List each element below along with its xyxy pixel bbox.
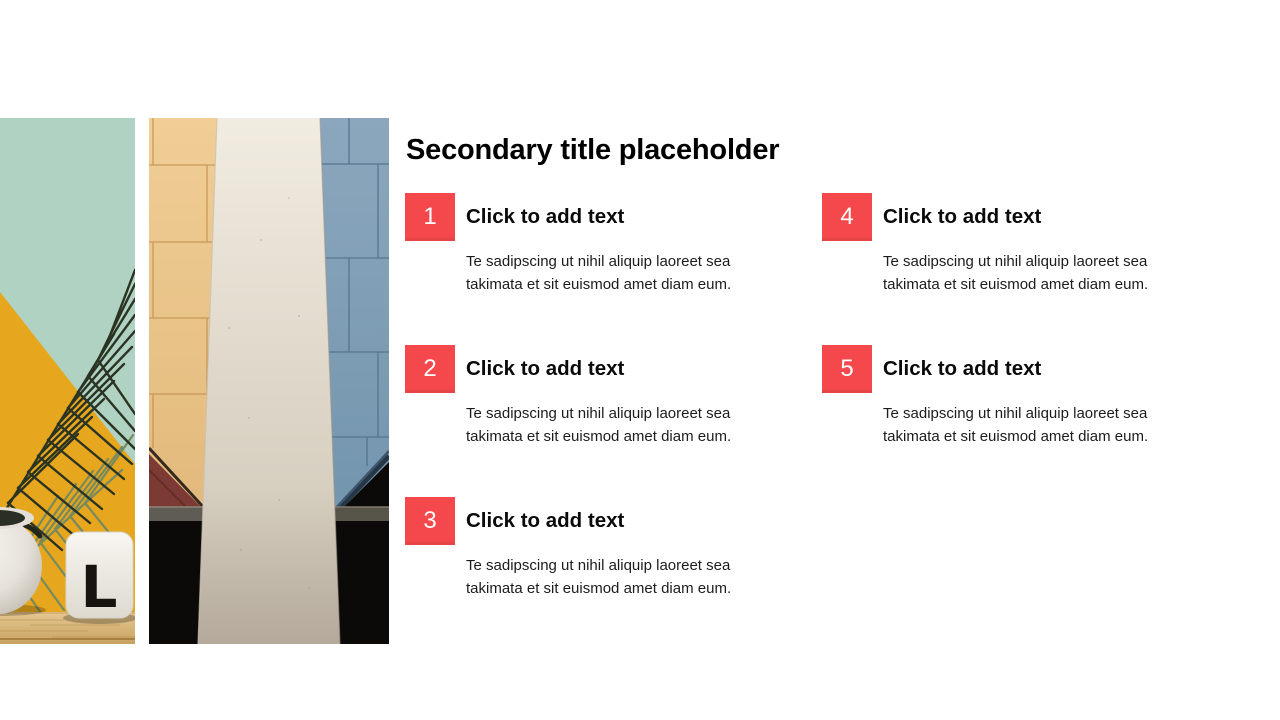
- item-1-number-badge: 1: [405, 193, 455, 241]
- letter-l-cube: [66, 532, 133, 621]
- item-1-heading-placeholder[interactable]: Click to add text: [466, 205, 625, 228]
- list-item-3: [405, 497, 760, 600]
- secondary-title-placeholder[interactable]: Secondary title placeholder: [406, 134, 780, 166]
- item-2-heading-placeholder[interactable]: Click to add text: [466, 357, 625, 380]
- list-item-4: [822, 193, 1177, 296]
- photo-placeholder-middle: [149, 118, 389, 644]
- item-2-number-badge: 2: [405, 345, 455, 393]
- item-4-body-placeholder[interactable]: Te sadipscing ut nihil aliquip laoreet sea takimata et sit euismod amet diam eum.: [883, 253, 1149, 293]
- list-item-2: [405, 345, 760, 448]
- mint-wall-photo-illustration: [0, 118, 135, 644]
- list-item-1: [405, 193, 760, 296]
- item-3-body-placeholder[interactable]: Te sadipscing ut nihil aliquip laoreet sea takimata et sit euismod amet diam eum.: [466, 557, 732, 597]
- item-2-body-placeholder[interactable]: Te sadipscing ut nihil aliquip laoreet sea takimata et sit euismod amet diam eum.: [466, 405, 732, 445]
- column-tiles-photo-illustration: [149, 118, 389, 644]
- concrete-column: [198, 118, 340, 644]
- item-5-number-badge: 5: [822, 345, 872, 393]
- item-5-body-placeholder[interactable]: Te sadipscing ut nihil aliquip laoreet sea takimata et sit euismod amet diam eum.: [883, 405, 1149, 445]
- item-4-number-badge: 4: [822, 193, 872, 241]
- svg-text:L: L: [80, 553, 118, 621]
- item-5-heading-placeholder[interactable]: Click to add text: [883, 357, 1042, 380]
- item-4-heading-placeholder[interactable]: Click to add text: [883, 205, 1042, 228]
- item-3-number-badge: 3: [405, 497, 455, 545]
- item-1-body-placeholder[interactable]: Te sadipscing ut nihil aliquip laoreet sea takimata et sit euismod amet diam eum.: [466, 253, 732, 293]
- list-item-5: [822, 345, 1177, 448]
- item-3-heading-placeholder[interactable]: Click to add text: [466, 509, 625, 532]
- photo-placeholder-left: [0, 118, 135, 644]
